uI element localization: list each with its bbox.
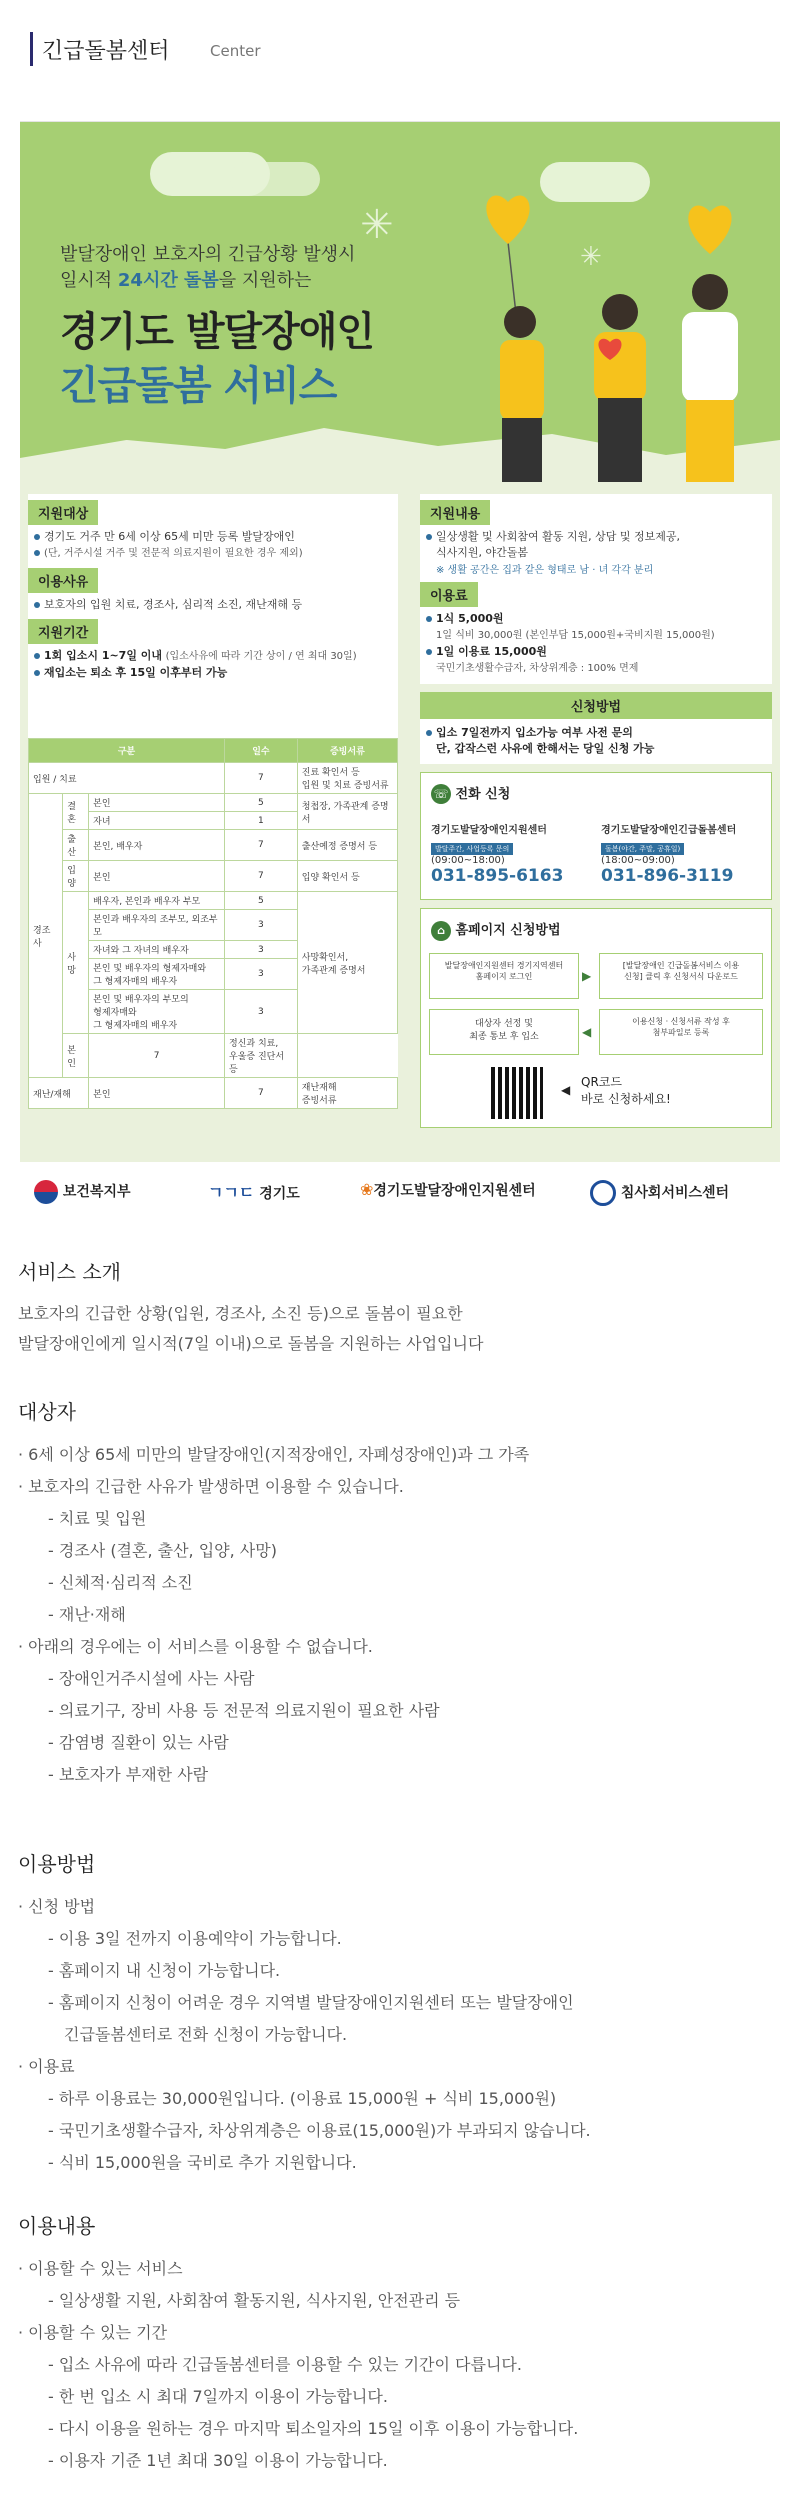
usage-section (18, 1848, 591, 2179)
table-cell: 정신과 치료, 우울증 진단서 등 (225, 1034, 298, 1078)
table-cell: 본인 및 배우자의 부모의 형제자매와 그 형제자매의 배우자 (89, 990, 225, 1034)
table-cell: 입양 (63, 861, 89, 892)
phone1-tag: 발달주간, 사업등록 문의 (431, 843, 513, 855)
reason-table-wrap (28, 738, 398, 1109)
list-item: - 국민기초생활수급자, 차상위계층은 이용료(15,000원)가 부과되지 않습니다. (48, 2121, 591, 2140)
arrow-left-icon: ◀ (582, 1025, 592, 1039)
web-heading: ⌂ 홈페이지 신청방법 (431, 919, 561, 941)
table-cell: 배우자, 본인과 배우자 부모 (89, 892, 225, 910)
table-cell: 입양 확인서 등 (297, 861, 397, 892)
phone1-name: 경기도발달장애인지원센터 (431, 825, 547, 836)
sparkle-icon: ✳ (580, 242, 602, 272)
hero-title-line2: 긴급돌봄 서비스 (60, 363, 337, 409)
table-cell: 청첩장, 가족관계 증명서 (297, 794, 397, 830)
intro-heading: 서비스 소개 (18, 1260, 121, 1284)
intro-text-2: 발달장애인에게 일시적(7일 이내)으로 돌봄을 지원하는 사업입니다 (18, 1334, 484, 1353)
period-heading: 지원기간 (28, 619, 98, 644)
table-cell: 본인 (63, 1034, 89, 1078)
list-item: - 치료 및 입원 (48, 1509, 147, 1528)
phone-apply-box (420, 772, 772, 900)
arrow-right-icon: ▶ (582, 969, 592, 983)
support-center-mark-icon: ❀ (360, 1180, 374, 1199)
list-item: - 감염병 질환이 있는 사람 (48, 1733, 229, 1752)
page-subtitle: Center (210, 42, 261, 60)
qr-label: QR코드 바로 신청하세요! (581, 1075, 671, 1106)
table-row (29, 763, 398, 794)
table-cell: 자녀와 그 자녀의 배우자 (89, 941, 225, 959)
table-cell: 3 (225, 959, 298, 990)
phone-card-1 (431, 821, 591, 886)
phone2-name: 경기도발달장애인긴급돌봄센터 (601, 825, 737, 836)
hero-intro: 발달장애인 보호자의 긴급상황 발생시 일시적 24시간 돌봄을 지원하는 (60, 244, 356, 291)
target-line: 경기도 거주 만 6세 이상 65세 미만 등록 발달장애인 (28, 529, 398, 545)
table-cell: 재난/재해 (29, 1078, 89, 1109)
table-cell: 자녀 (89, 812, 225, 830)
list-item: - 신체적·심리적 소진 (48, 1573, 193, 1592)
list-item: - 한 번 입소 시 최대 7일까지 이용이 가능합니다. (48, 2387, 388, 2406)
step-4: 이용신청 · 신청서류 작성 후 첨부파일로 등록 (599, 1009, 763, 1055)
table-cell: 사망확인서, 가족관계 증명서 (297, 892, 397, 1034)
list-item: - 다시 이용을 원하는 경우 마지막 퇴소일자의 15일 이후 이용이 가능합니다. (48, 2419, 579, 2438)
list-item: · 이용료 (18, 2057, 75, 2076)
list-item: - 재난·재해 (48, 1605, 126, 1624)
list-item: - 식비 15,000원을 국비로 추가 지원합니다. (48, 2153, 357, 2172)
mohw-emblem-icon (34, 1180, 58, 1204)
table-cell: 7 (89, 1034, 225, 1078)
table-header: 구분 (29, 739, 225, 763)
list-item: - 의료기구, 장비 사용 등 전문적 의료지원이 필요한 사람 (48, 1701, 440, 1720)
list-item: · 아래의 경우에는 이 서비스를 이용할 수 없습니다. (18, 1637, 373, 1656)
step-3: 대상자 선정 및 최종 통보 후 입소 (429, 1009, 579, 1055)
list-item: 긴급돌봄센터로 전화 신청이 가능합니다. (64, 2025, 348, 2044)
table-cell: 본인, 배우자 (89, 830, 225, 861)
table-header: 증빙서류 (297, 739, 397, 763)
step-1: 발달장애인지원센터 경기지역센터 홈페이지 로그인 (429, 953, 579, 999)
table-cell: 3 (225, 910, 298, 941)
poster-hero (20, 122, 780, 482)
period-line1: 1회 입소시 1~7일 이내 (입소사유에 따라 기간 상이 / 연 최대 30일) (28, 648, 398, 665)
people-illustration (460, 182, 780, 482)
phone1-number[interactable]: 031-895-6163 (431, 866, 564, 886)
content-section (18, 2210, 578, 2477)
fee-line2: 1일 이용료 15,000원 국민기초생활수급자, 차상위계층 : 100% 면제 (420, 644, 772, 677)
service-poster (20, 122, 780, 1232)
page-title: 긴급돌봄센터 (42, 39, 170, 64)
reason-table (28, 738, 398, 1109)
table-cell: 경조사 (29, 794, 63, 1078)
list-item: - 하루 이용료는 30,000원입니다. (이용료 15,000원 + 식비 15,000원) (48, 2089, 557, 2108)
phone1-hours: (09:00~18:00) (431, 855, 505, 866)
logo-gyeonggi: ㄱㄱㄷ 경기도 (208, 1183, 300, 1202)
web-apply-box (420, 908, 772, 1128)
table-row (29, 830, 398, 861)
content-list (18, 2253, 578, 2477)
list-item: - 이용 3일 전까지 이용예약이 가능합니다. (48, 1929, 342, 1948)
phone2-number[interactable]: 031-896-3119 (601, 866, 734, 886)
table-cell: 본인 (89, 861, 225, 892)
target-list (18, 1439, 529, 1791)
table-row (29, 1034, 398, 1078)
table-row (29, 892, 398, 910)
content-line: 일상생활 및 사회참여 활동 지원, 상담 및 정보제공, 식사지원, 야간돌봄 (420, 529, 772, 561)
logo-service-center: 침사회서비스센터 (590, 1180, 729, 1206)
list-item: - 이용자 기준 1년 최대 30일 이용이 가능합니다. (48, 2451, 388, 2470)
list-item: · 이용할 수 있는 기간 (18, 2323, 168, 2342)
list-item: - 장애인거주시설에 사는 사람 (48, 1669, 255, 1688)
fee-heading: 이용료 (420, 582, 478, 607)
list-item: - 홈페이지 신청이 어려운 경우 지역별 발달장애인지원센터 또는 발달장애인 (48, 1993, 574, 2012)
target-heading: 지원대상 (28, 500, 98, 525)
table-cell: 5 (225, 794, 298, 812)
intro-text-1: 보호자의 긴급한 상황(입원, 경조사, 소진 등)으로 돌봄이 필요한 (18, 1304, 463, 1323)
list-item: · 보호자의 긴급한 사유가 발생하면 이용할 수 있습니다. (18, 1477, 404, 1496)
qr-code[interactable] (491, 1067, 543, 1119)
table-cell: 재난재해 증빙서류 (297, 1078, 397, 1109)
cloud-decoration (230, 162, 320, 196)
usage-heading: 이용방법 (18, 1852, 96, 1876)
table-cell: 본인 및 배우자의 형제자매와 그 형제자매의 배우자 (89, 959, 225, 990)
table-header: 일수 (225, 739, 298, 763)
list-item: · 이용할 수 있는 서비스 (18, 2259, 183, 2278)
fee-line1: 1식 5,000원 1일 식비 30,000원 (본인부담 15,000원+국비지원 15,000원) (420, 611, 772, 644)
page-header (20, 0, 780, 122)
table-cell: 5 (225, 892, 298, 910)
step-2: [발달장애인 긴급돌봄서비스 이용 신청] 클릭 후 신청서식 다운로드 (599, 953, 763, 999)
apply-line: 입소 7일전까지 입소가능 여부 사전 문의 단, 갑작스런 사유에 한해서는 당일 신청 가능 (420, 725, 772, 757)
reason-line: 보호자의 입원 치료, 경조사, 심리적 소진, 재난재해 등 (28, 597, 398, 613)
service-center-emblem-icon (590, 1180, 616, 1206)
intro-section (18, 1256, 483, 1359)
list-item: - 보호자가 부재한 사람 (48, 1765, 209, 1784)
table-cell: 출산예정 증명서 등 (297, 830, 397, 861)
list-item: · 신청 방법 (18, 1897, 96, 1916)
table-cell: 7 (225, 1078, 298, 1109)
table-cell: 1 (225, 812, 298, 830)
content-heading: 이용내용 (18, 2214, 96, 2238)
sparkle-icon: ✳ (360, 202, 394, 248)
table-row (29, 861, 398, 892)
table-cell: 본인 (89, 1078, 225, 1109)
target-heading: 대상자 (18, 1400, 76, 1424)
table-cell: 입원 / 치료 (29, 763, 225, 794)
phone-card-2 (601, 821, 769, 886)
usage-list (18, 1891, 591, 2179)
table-cell: 7 (225, 763, 298, 794)
phone-icon: ☏ (431, 784, 451, 804)
right-info-panel (420, 494, 772, 684)
apply-panel (420, 692, 772, 764)
phone2-hours: (18:00~09:00) (601, 855, 675, 866)
table-row (29, 794, 398, 812)
content-note: ※ 생활 공간은 집과 같은 형태로 남 · 녀 각각 분리 (436, 565, 654, 576)
phone2-tag: 돌봄(야간, 주말, 공휴일) (601, 843, 684, 855)
content-heading: 지원내용 (420, 500, 490, 525)
target-sub: (단, 거주시설 거주 및 전문적 의료지원이 필요한 경우 제외) (28, 545, 398, 562)
table-cell: 사망 (63, 892, 89, 1034)
logo-support-center: ❀경기도발달장애인지원센터 (360, 1180, 536, 1199)
home-icon: ⌂ (431, 921, 451, 941)
list-item: - 입소 사유에 따라 긴급돌봄센터를 이용할 수 있는 기간이 다릅니다. (48, 2355, 522, 2374)
gyeonggi-mark-icon: ㄱㄱㄷ (208, 1183, 255, 1202)
table-cell: 출산 (63, 830, 89, 861)
table-cell: 본인 (89, 794, 225, 812)
table-cell: 진료 확인서 등 입원 및 치료 증빙서류 (297, 763, 397, 794)
header-accent-bar (30, 32, 33, 66)
hero-title-line1: 경기도 발달장애인 (60, 309, 375, 355)
reason-heading: 이용사유 (28, 568, 98, 593)
table-cell: 3 (225, 941, 298, 959)
table-cell: 본인과 배우자의 조부모, 외조부모 (89, 910, 225, 941)
triangle-left-icon: ◀ (561, 1083, 571, 1097)
period-line2: 재입소는 퇴소 후 15일 이후부터 가능 (28, 665, 398, 681)
list-item: - 일상생활 지원, 사회참여 활동지원, 식사지원, 안전관리 등 (48, 2291, 461, 2310)
table-cell: 3 (225, 990, 298, 1034)
table-cell: 7 (225, 830, 298, 861)
list-item: · 6세 이상 65세 미만의 발달장애인(지적장애인, 자폐성장애인)과 그 가족 (18, 1445, 530, 1464)
list-item: - 경조사 (결혼, 출산, 입양, 사망) (48, 1541, 277, 1560)
apply-heading: 신청방법 (420, 692, 772, 719)
table-cell: 결혼 (63, 794, 89, 830)
table-row (29, 1078, 398, 1109)
phone-heading: ☏ 전화 신청 (431, 783, 510, 804)
target-section (18, 1396, 529, 1791)
logo-mohw: 보건복지부 (34, 1180, 131, 1204)
table-cell: 7 (225, 861, 298, 892)
list-item: - 홈페이지 내 신청이 가능합니다. (48, 1961, 281, 1980)
